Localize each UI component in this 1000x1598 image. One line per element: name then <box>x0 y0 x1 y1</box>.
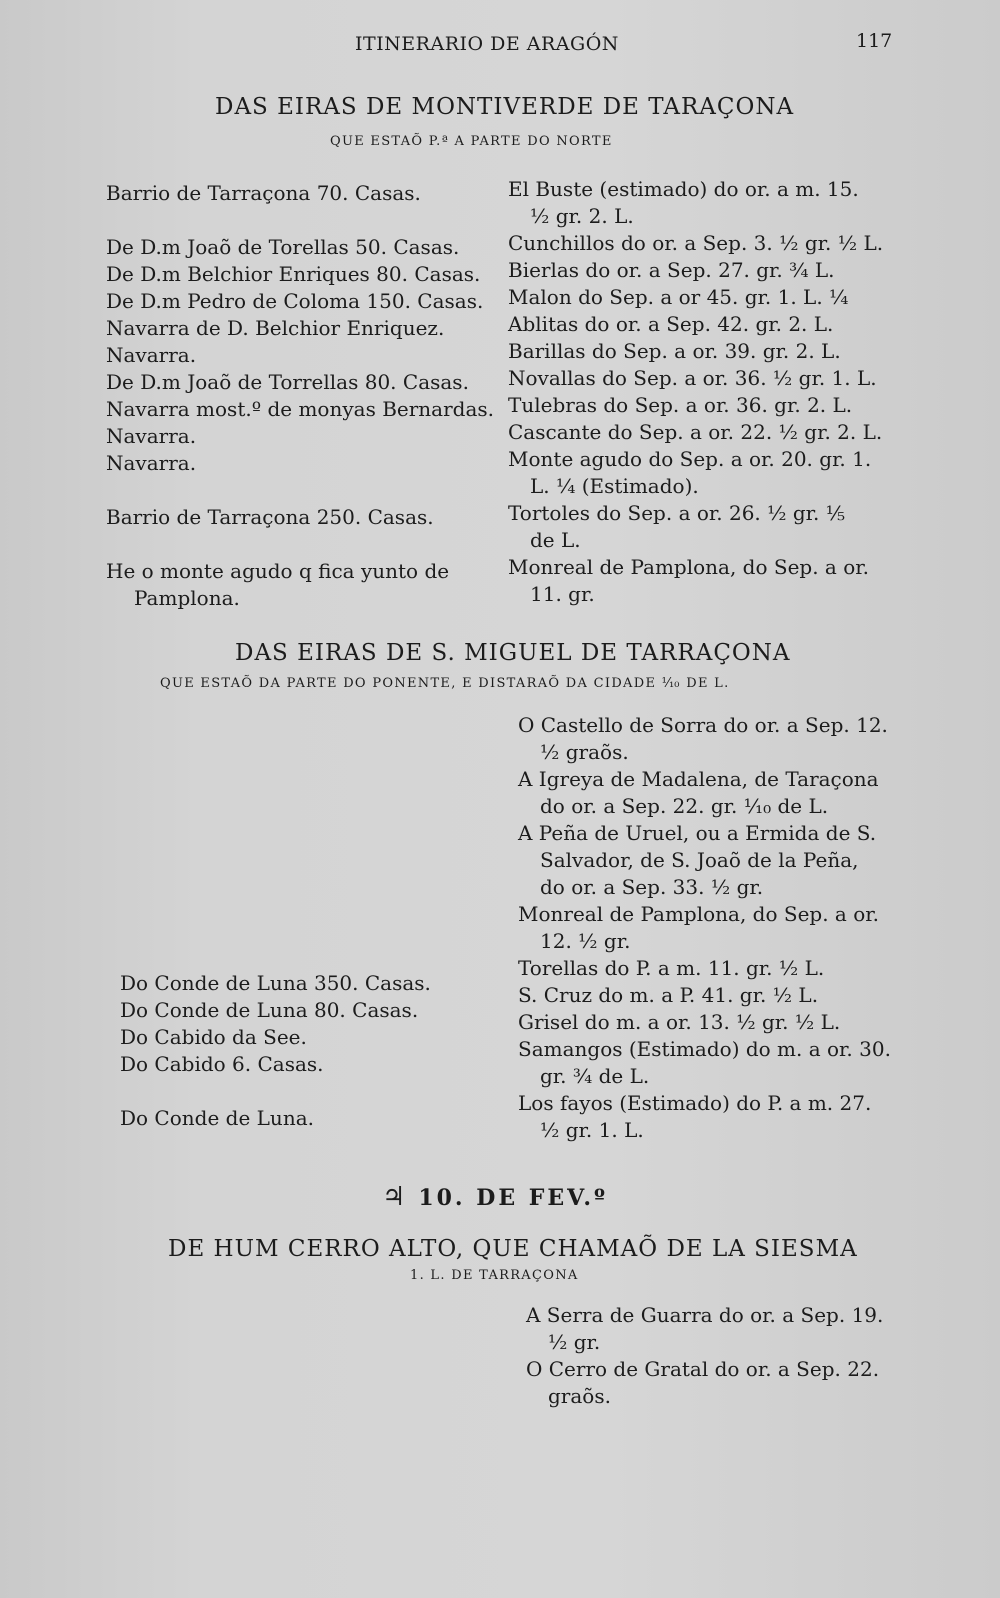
list-item: Cascante do Sep. a or. 22. ½ gr. 2. L. <box>508 420 883 444</box>
list-item: de L. <box>530 528 581 552</box>
section3-right-column <box>526 1302 883 1410</box>
section2-right-column <box>518 712 891 1144</box>
list-item: Barrio de Tarraçona 70. Casas. <box>106 181 421 205</box>
section1-title: DAS EIRAS DE MONTIVERDE DE TARAÇONA <box>215 94 795 120</box>
section3-subtitle: 1. L. DE TARRAÇONA <box>410 1268 579 1283</box>
list-item: Tortoles do Sep. a or. 26. ½ gr. ⅕ <box>508 501 846 525</box>
running-title: ITINERARIO DE ARAGÓN <box>355 33 619 55</box>
list-item: Tulebras do Sep. a or. 36. gr. 2. L. <box>508 393 853 417</box>
list-item: A Peña de Uruel, ou a Ermida de S. <box>518 821 877 845</box>
list-item: Do Conde de Luna. <box>120 1106 314 1130</box>
section2-left-column <box>120 970 431 1132</box>
list-item: gr. ¾ de L. <box>540 1064 650 1088</box>
list-item: graõs. <box>548 1384 611 1408</box>
list-item: O Castello de Sorra do or. a Sep. 12. <box>518 713 888 737</box>
section1-left-column <box>106 180 494 612</box>
list-item: L. ¼ (Estimado). <box>530 474 699 498</box>
list-item: Samangos (Estimado) do m. a or. 30. <box>518 1037 891 1061</box>
list-item: Navarra. <box>106 451 197 475</box>
list-item: Cunchillos do or. a Sep. 3. ½ gr. ½ L. <box>508 231 884 255</box>
list-item: Ablitas do or. a Sep. 42. gr. 2. L. <box>508 312 834 336</box>
list-item: Navarra de D. Belchior Enriquez. <box>106 316 445 340</box>
list-item: Bierlas do or. a Sep. 27. gr. ¾ L. <box>508 258 835 282</box>
list-item: Do Cabido da See. <box>120 1025 307 1049</box>
list-item: Do Cabido 6. Casas. <box>120 1052 324 1076</box>
list-item: A Igreya de Madalena, de Taraçona <box>518 767 879 791</box>
page-number: 117 <box>856 30 893 52</box>
section3-title: DE HUM CERRO ALTO, QUE CHAMAÕ DE LA SIESMA <box>168 1236 858 1262</box>
list-item: 11. gr. <box>530 582 595 606</box>
list-item: O Cerro de Gratal do or. a Sep. 22. <box>526 1357 880 1381</box>
list-item: Novallas do Sep. a or. 36. ½ gr. 1. L. <box>508 366 877 390</box>
date-heading <box>382 1182 608 1212</box>
list-item: Barillas do Sep. a or. 39. gr. 2. L. <box>508 339 841 363</box>
list-item: Monreal de Pamplona, do Sep. a or. <box>518 902 879 926</box>
list-item: Navarra. <box>106 343 197 367</box>
list-item: Grisel do m. a or. 13. ½ gr. ½ L. <box>518 1010 841 1034</box>
list-item: De D.m Pedro de Coloma 150. Casas. <box>106 289 484 313</box>
list-item: ½ gr. 2. L. <box>530 204 634 228</box>
date-text: 10. DE FEV.º <box>418 1185 609 1211</box>
list-item: El Buste (estimado) do or. a m. 15. <box>508 177 859 201</box>
list-item: S. Cruz do m. a P. 41. gr. ½ L. <box>518 983 819 1007</box>
section1-subtitle: QUE ESTAÕ P.ª A PARTE DO NORTE <box>330 134 613 149</box>
list-item: Monte agudo do Sep. a or. 20. gr. 1. <box>508 447 872 471</box>
section2-subtitle: QUE ESTAÕ DA PARTE DO PONENTE, E DISTARAÕ DA CIDADE ⅒ DE L. <box>160 676 730 691</box>
list-item: Monreal de Pamplona, do Sep. a or. <box>508 555 869 579</box>
list-item: Pamplona. <box>134 586 240 610</box>
list-item: 12. ½ gr. <box>540 929 631 953</box>
list-item: do or. a Sep. 22. gr. ⅒ de L. <box>540 794 829 818</box>
list-item: Barrio de Tarraçona 250. Casas. <box>106 505 434 529</box>
list-item: Salvador, de S. Joaõ de la Peña, <box>540 848 859 872</box>
list-item: De D.m Joaõ de Torellas 50. Casas. <box>106 235 460 259</box>
jupiter-symbol-icon: ♃ <box>382 1182 409 1212</box>
list-item: Do Conde de Luna 80. Casas. <box>120 998 419 1022</box>
list-item: do or. a Sep. 33. ½ gr. <box>540 875 764 899</box>
section2-title: DAS EIRAS DE S. MIGUEL DE TARRAÇONA <box>235 640 791 666</box>
list-item: Navarra most.º de monyas Bernardas. <box>106 397 495 421</box>
list-item: ½ gr. <box>548 1330 601 1354</box>
section1-right-column <box>508 176 883 608</box>
list-item: A Serra de Guarra do or. a Sep. 19. <box>526 1303 884 1327</box>
list-item: He o monte agudo q fica yunto de <box>106 559 450 583</box>
list-item: ½ gr. 1. L. <box>540 1118 644 1142</box>
list-item: ½ graõs. <box>540 740 629 764</box>
list-item: De D.m Joaõ de Torrellas 80. Casas. <box>106 370 469 394</box>
list-item: Los fayos (Estimado) do P. a m. 27. <box>518 1091 872 1115</box>
list-item: Do Conde de Luna 350. Casas. <box>120 971 431 995</box>
list-item: Navarra. <box>106 424 197 448</box>
list-item: Malon do Sep. a or 45. gr. 1. L. ¼ <box>508 285 849 309</box>
list-item: Torellas do P. a m. 11. gr. ½ L. <box>518 956 825 980</box>
list-item: De D.m Belchior Enriques 80. Casas. <box>106 262 481 286</box>
